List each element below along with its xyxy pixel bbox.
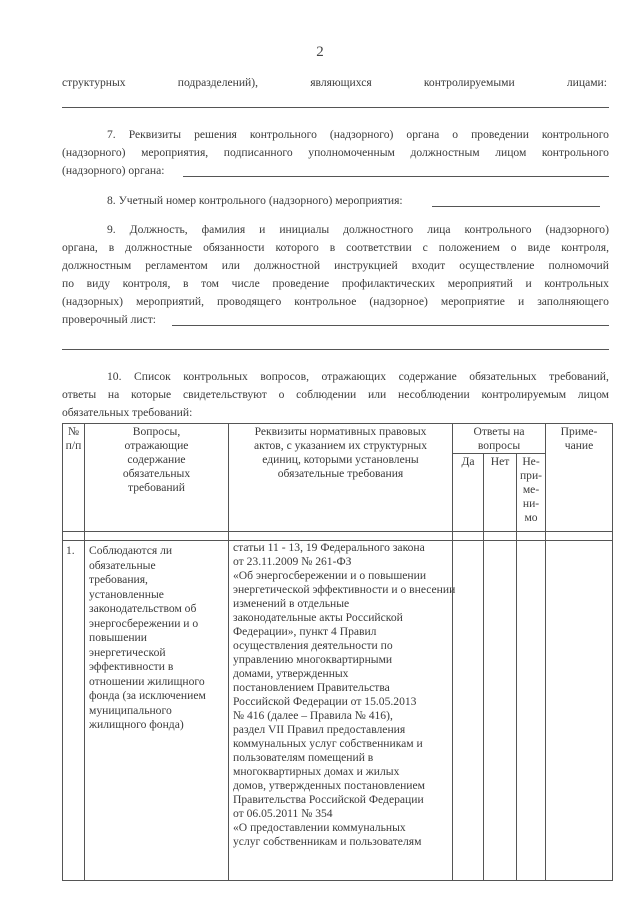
header-note: Приме- чание xyxy=(546,424,613,532)
line-structural-units: структурных подразделений), являющихся контролируемыми лицами: xyxy=(62,76,607,89)
item7-line3: (надзорного) органа: xyxy=(62,164,165,177)
blank-line-2 xyxy=(62,349,609,350)
header-requisites: Реквизиты нормативных правовых актов, с указанием их структурных единиц, которыми установлены обязательные требования xyxy=(229,424,453,532)
item7-line2: (надзорного) мероприятия, подписанного уполномоченным должностным лицом контрольного xyxy=(62,146,609,159)
item8-text: 8. Учетный номер контрольного (надзорного) мероприятия: xyxy=(107,194,403,207)
item9-line1: 9. Должность, фамилия и инициалы должностного лица контрольного (надзорного) xyxy=(107,223,609,236)
header-answers: Ответы на вопросы xyxy=(453,424,546,454)
table-row xyxy=(63,541,613,881)
item9-fill-line xyxy=(172,325,609,326)
item9-line3: должностным регламентом или должностной инструкцией входит осуществление полномочий xyxy=(62,259,609,272)
item10-line2: ответы на которые свидетельствуют о соблюдении или несоблюдении контролируемым лицом xyxy=(62,388,609,401)
note-cell[interactable] xyxy=(546,541,613,881)
table-header-row xyxy=(63,424,613,454)
checklist-table xyxy=(62,423,613,881)
item8-fill-line xyxy=(432,206,600,207)
header-not-applicable: Не- при- ме- ни- мо xyxy=(517,454,546,532)
row-requisites: статьи 11 - 13, 19 Федерального закона от 23.11.2009 № 261-ФЗ «Об энергосбережении и о повышении энергетической эффективности и о внесении изменений в отдельные законодательные акты Российской Федерации», пункт 4 Правил осуществления деятельности по управлению многоквартирными домами, утвержденных постановлением Правительства Российской Федерации от 15.05.2013 № 416 (далее – Правила № 416), раздел VII Правил предоставления коммунальных услуг собственникам и пользователям помещений в многоквартирных домах и жилых домов, утвержденных постановлением Правительства Российской Федерации от 06.05.2011 № 354 «О предоставлении коммунальных услуг собственникам и пользователям xyxy=(229,541,453,881)
page-number: 2 xyxy=(316,44,324,60)
header-yes: Да xyxy=(453,454,484,532)
item10-line1: 10. Список контрольных вопросов, отражающих содержание обязательных требований, xyxy=(107,370,609,383)
row-num: 1. xyxy=(63,541,85,881)
item9-line5: (надзорных) мероприятий, проводящего контрольное (надзорное) мероприятие и заполняющего xyxy=(62,295,609,308)
answer-na-cell[interactable] xyxy=(517,541,546,881)
header-question: Вопросы, отражающие содержание обязательных требований xyxy=(85,424,229,532)
blank-line xyxy=(62,107,609,108)
answer-no-cell[interactable] xyxy=(484,541,517,881)
item9-line2: органа, в должностные обязанности которого в соответствии с положением о виде контроля, xyxy=(62,241,609,254)
header-no: Нет xyxy=(484,454,517,532)
item9-line4: по виду контроля, в том числе проведение профилактических мероприятий и контрольных xyxy=(62,277,609,290)
item7-line1: 7. Реквизиты решения контрольного (надзорного) органа о проведении контрольного xyxy=(107,128,609,141)
item9-line6: проверочный лист: xyxy=(62,313,156,326)
row-question: Соблюдаются ли обязательные требования, установленные законодательством об энергосбережении и о повышении энергетической эффективности в отношении жилищного фонда (за исключением муниципального жилищного фонда) xyxy=(85,541,229,881)
table-gap-row xyxy=(63,532,613,541)
item10-line3: обязательных требований: xyxy=(62,406,193,419)
item7-fill-line xyxy=(183,176,609,177)
header-num: № п/п xyxy=(63,424,85,532)
answer-yes-cell[interactable] xyxy=(453,541,484,881)
